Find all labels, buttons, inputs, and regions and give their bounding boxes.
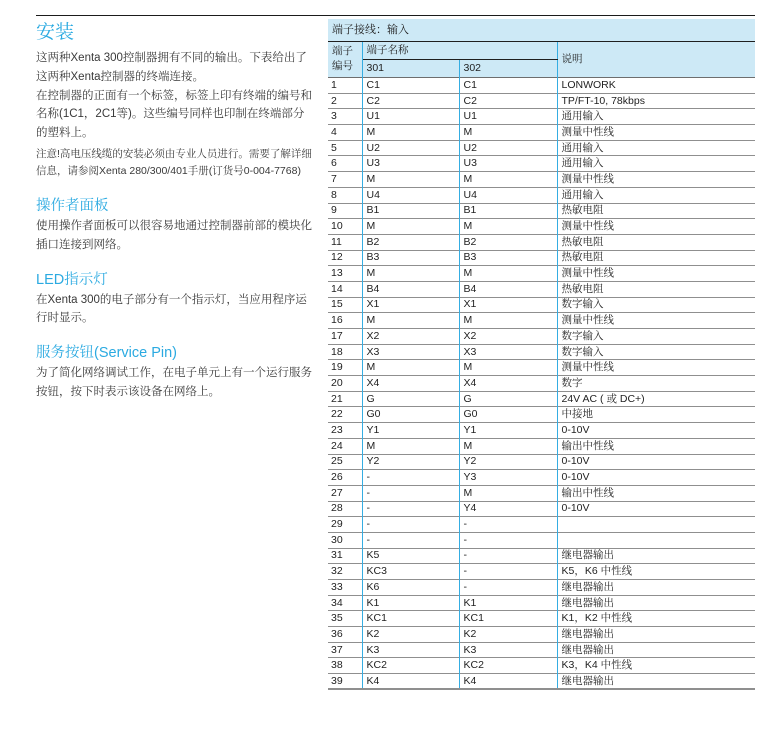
- cell-302: C1: [459, 78, 557, 94]
- cell-301: Y2: [362, 454, 459, 470]
- cell-terminal-number: 35: [328, 611, 362, 627]
- table-row: [328, 109, 755, 125]
- cell-301: KC2: [362, 658, 459, 674]
- cell-terminal-number: 27: [328, 485, 362, 501]
- cell-301: B2: [362, 234, 459, 250]
- cell-301: U4: [362, 187, 459, 203]
- cell-302: U2: [459, 140, 557, 156]
- cell-302: U3: [459, 156, 557, 172]
- cell-301: M: [362, 438, 459, 454]
- header-terminal-number-line2: 编号: [332, 60, 353, 72]
- cell-301: M: [362, 219, 459, 235]
- cell-302: K2: [459, 627, 557, 643]
- cell-301: K4: [362, 674, 459, 690]
- cell-terminal-number: 29: [328, 517, 362, 533]
- cell-description: [557, 517, 755, 533]
- cell-302: Y3: [459, 470, 557, 486]
- table-row: [328, 187, 755, 203]
- top-rule: [36, 15, 755, 16]
- cell-description: 输出中性线: [557, 438, 755, 454]
- cell-description: 数字输入: [557, 297, 755, 313]
- cell-terminal-number: 4: [328, 125, 362, 141]
- cell-301: U1: [362, 109, 459, 125]
- cell-302: M: [459, 266, 557, 282]
- cell-terminal-number: 7: [328, 172, 362, 188]
- cell-terminal-number: 12: [328, 250, 362, 266]
- table-row: [328, 548, 755, 564]
- cell-terminal-number: 16: [328, 313, 362, 329]
- section-heading-led: LED指示灯: [36, 271, 108, 288]
- cell-301: M: [362, 172, 459, 188]
- cell-terminal-number: 5: [328, 140, 362, 156]
- cell-301: C2: [362, 93, 459, 109]
- cell-302: U4: [459, 187, 557, 203]
- cell-301: M: [362, 360, 459, 376]
- cell-302: C2: [459, 93, 557, 109]
- table-row: [328, 78, 755, 94]
- cell-terminal-number: 21: [328, 391, 362, 407]
- cell-terminal-number: 33: [328, 580, 362, 596]
- cell-302: B4: [459, 281, 557, 297]
- table-row: [328, 438, 755, 454]
- cell-302: B1: [459, 203, 557, 219]
- cell-terminal-number: 23: [328, 423, 362, 439]
- cell-301: B1: [362, 203, 459, 219]
- cell-description: K5，K6 中性线: [557, 564, 755, 580]
- cell-terminal-number: 20: [328, 376, 362, 392]
- cell-description: 数字输入: [557, 344, 755, 360]
- cell-terminal-number: 39: [328, 674, 362, 690]
- cell-302: B2: [459, 234, 557, 250]
- terminal-table: [328, 42, 755, 690]
- cell-302: KC2: [459, 658, 557, 674]
- table-row: [328, 344, 755, 360]
- terminal-table-body: [328, 78, 755, 690]
- cell-302: -: [459, 532, 557, 548]
- cell-302: X4: [459, 376, 557, 392]
- cell-description: [557, 532, 755, 548]
- header-description: 说明: [557, 42, 755, 78]
- cell-302: -: [459, 564, 557, 580]
- cell-302: M: [459, 125, 557, 141]
- cell-description: 热敏电阻: [557, 250, 755, 266]
- table-row: [328, 172, 755, 188]
- table-row: [328, 580, 755, 596]
- table-row: [328, 281, 755, 297]
- cell-description: 继电器输出: [557, 627, 755, 643]
- cell-301: -: [362, 532, 459, 548]
- table-row: [328, 93, 755, 109]
- table-row: [328, 250, 755, 266]
- cell-terminal-number: 1: [328, 78, 362, 94]
- cell-description: 继电器输出: [557, 642, 755, 658]
- table-row: [328, 564, 755, 580]
- cell-description: 热敏电阻: [557, 281, 755, 297]
- table-row: [328, 674, 755, 690]
- cell-description: 0-10V: [557, 454, 755, 470]
- cell-301: X2: [362, 329, 459, 345]
- cell-terminal-number: 26: [328, 470, 362, 486]
- cell-302: M: [459, 172, 557, 188]
- table-row: [328, 376, 755, 392]
- cell-302: G0: [459, 407, 557, 423]
- cell-301: C1: [362, 78, 459, 94]
- cell-302: X2: [459, 329, 557, 345]
- cell-description: 通用输入: [557, 140, 755, 156]
- cell-302: -: [459, 580, 557, 596]
- cell-terminal-number: 13: [328, 266, 362, 282]
- cell-302: Y2: [459, 454, 557, 470]
- cell-301: M: [362, 266, 459, 282]
- cell-description: 热敏电阻: [557, 203, 755, 219]
- cell-301: K1: [362, 595, 459, 611]
- table-row: [328, 360, 755, 376]
- table-row: [328, 532, 755, 548]
- table-row: [328, 642, 755, 658]
- cell-description: 0-10V: [557, 501, 755, 517]
- cell-terminal-number: 25: [328, 454, 362, 470]
- cell-terminal-number: 18: [328, 344, 362, 360]
- table-row: [328, 313, 755, 329]
- table-row: [328, 234, 755, 250]
- cell-terminal-number: 24: [328, 438, 362, 454]
- cell-301: -: [362, 485, 459, 501]
- cell-terminal-number: 32: [328, 564, 362, 580]
- cell-302: M: [459, 485, 557, 501]
- cell-description: 通用输入: [557, 187, 755, 203]
- cell-terminal-number: 6: [328, 156, 362, 172]
- cell-description: 测量中性线: [557, 360, 755, 376]
- cell-description: 中接地: [557, 407, 755, 423]
- cell-terminal-number: 3: [328, 109, 362, 125]
- cell-terminal-number: 22: [328, 407, 362, 423]
- cell-terminal-number: 34: [328, 595, 362, 611]
- cell-302: X1: [459, 297, 557, 313]
- install-paragraph-2: 在控制器的正面有一个标签，标签上印有终端的编号和名称(1C1，2C1等)。这些编号同样也印制在终端部分的塑料上。: [36, 89, 312, 140]
- cell-302: K4: [459, 674, 557, 690]
- cell-terminal-number: 9: [328, 203, 362, 219]
- cell-301: X3: [362, 344, 459, 360]
- section-heading-operator-panel: 操作者面板: [36, 197, 109, 214]
- table-row: [328, 658, 755, 674]
- cell-description: K3，K4 中性线: [557, 658, 755, 674]
- table-row: [328, 156, 755, 172]
- table-row: [328, 485, 755, 501]
- cell-description: 继电器输出: [557, 580, 755, 596]
- cell-302: U1: [459, 109, 557, 125]
- cell-description: 热敏电阻: [557, 234, 755, 250]
- cell-terminal-number: 15: [328, 297, 362, 313]
- cell-301: K6: [362, 580, 459, 596]
- header-model-301: 301: [362, 60, 459, 78]
- table-row: [328, 125, 755, 141]
- cell-301: Y1: [362, 423, 459, 439]
- cell-description: 测量中性线: [557, 313, 755, 329]
- header-model-302: 302: [459, 60, 557, 78]
- cell-302: M: [459, 219, 557, 235]
- cell-302: M: [459, 438, 557, 454]
- operator-panel-paragraph: 使用操作者面板可以很容易地通过控制器前部的模块化插口连接到网络。: [36, 219, 312, 251]
- cell-terminal-number: 17: [328, 329, 362, 345]
- table-row: [328, 423, 755, 439]
- cell-description: 0-10V: [557, 470, 755, 486]
- cell-description: 测量中性线: [557, 219, 755, 235]
- table-row: [328, 329, 755, 345]
- cell-301: -: [362, 470, 459, 486]
- cell-302: Y1: [459, 423, 557, 439]
- table-row: [328, 501, 755, 517]
- cell-terminal-number: 31: [328, 548, 362, 564]
- table-row: [328, 470, 755, 486]
- cell-terminal-number: 2: [328, 93, 362, 109]
- cell-302: K3: [459, 642, 557, 658]
- table-row: [328, 454, 755, 470]
- table-row: [328, 140, 755, 156]
- cell-301: KC3: [362, 564, 459, 580]
- table-row: [328, 297, 755, 313]
- cell-terminal-number: 8: [328, 187, 362, 203]
- section-heading-install: 安装: [36, 22, 75, 43]
- header-terminal-number-line1: 端子: [332, 45, 353, 57]
- cell-terminal-number: 14: [328, 281, 362, 297]
- cell-description: K1，K2 中性线: [557, 611, 755, 627]
- terminal-wiring-table: [328, 19, 755, 690]
- cell-description: 数字输入: [557, 329, 755, 345]
- cell-description: 24V AC ( 或 DC+): [557, 391, 755, 407]
- cell-302: -: [459, 548, 557, 564]
- cell-description: 继电器输出: [557, 595, 755, 611]
- cell-terminal-number: 19: [328, 360, 362, 376]
- cell-terminal-number: 28: [328, 501, 362, 517]
- cell-302: G: [459, 391, 557, 407]
- cell-302: Y4: [459, 501, 557, 517]
- cell-301: KC1: [362, 611, 459, 627]
- cell-description: 数字: [557, 376, 755, 392]
- table-row: [328, 517, 755, 533]
- cell-terminal-number: 38: [328, 658, 362, 674]
- header-terminal-number: [328, 42, 362, 78]
- service-pin-paragraph: 为了简化网络调试工作，在电子单元上有一个运行服务按钮，按下时表示该设备在网络上。: [36, 367, 312, 398]
- cell-description: 通用输入: [557, 109, 755, 125]
- left-column: [36, 22, 313, 402]
- cell-302: M: [459, 360, 557, 376]
- table-row: [328, 203, 755, 219]
- cell-description: TP/FT-10, 78kbps: [557, 93, 755, 109]
- cell-description: 0-10V: [557, 423, 755, 439]
- cell-302: M: [459, 313, 557, 329]
- cell-terminal-number: 10: [328, 219, 362, 235]
- cell-301: B3: [362, 250, 459, 266]
- header-terminal-name: 端子名称: [362, 42, 557, 60]
- cell-301: U2: [362, 140, 459, 156]
- led-paragraph: 在Xenta 300的电子部分有一个指示灯，当应用程序运行时显示。: [36, 293, 307, 325]
- cell-302: B3: [459, 250, 557, 266]
- cell-301: B4: [362, 281, 459, 297]
- cell-302: -: [459, 517, 557, 533]
- cell-301: M: [362, 125, 459, 141]
- cell-301: X1: [362, 297, 459, 313]
- cell-302: KC1: [459, 611, 557, 627]
- cell-301: -: [362, 517, 459, 533]
- table-row: [328, 266, 755, 282]
- cell-terminal-number: 11: [328, 234, 362, 250]
- cell-terminal-number: 30: [328, 532, 362, 548]
- cell-301: -: [362, 501, 459, 517]
- cell-301: G0: [362, 407, 459, 423]
- install-paragraph-1: 这两种Xenta 300控制器拥有不同的输出。下表给出了这两种Xenta控制器的终端连接。: [36, 52, 307, 83]
- cell-301: M: [362, 313, 459, 329]
- table-row: [328, 611, 755, 627]
- cell-terminal-number: 36: [328, 627, 362, 643]
- table-row: [328, 391, 755, 407]
- cell-301: X4: [362, 376, 459, 392]
- cell-description: 输出中性线: [557, 485, 755, 501]
- section-heading-service-pin: 服务按钮(Service Pin): [36, 345, 177, 362]
- table-caption: 端子接线：输入: [328, 19, 755, 42]
- table-header: [328, 42, 755, 78]
- cell-description: 继电器输出: [557, 674, 755, 690]
- cell-description: 测量中性线: [557, 125, 755, 141]
- cell-302: X3: [459, 344, 557, 360]
- cell-301: K3: [362, 642, 459, 658]
- cell-description: 通用输入: [557, 156, 755, 172]
- cell-description: 测量中性线: [557, 172, 755, 188]
- install-note: 注意!高电压线缆的安装必须由专业人员进行。需要了解详细信息，请参阅Xenta 280/300/401手册(订货号0-004-7768): [36, 147, 312, 178]
- table-row: [328, 595, 755, 611]
- cell-301: K5: [362, 548, 459, 564]
- cell-terminal-number: 37: [328, 642, 362, 658]
- cell-301: U3: [362, 156, 459, 172]
- cell-302: K1: [459, 595, 557, 611]
- cell-description: 测量中性线: [557, 266, 755, 282]
- cell-description: LONWORK: [557, 78, 755, 94]
- cell-301: K2: [362, 627, 459, 643]
- table-row: [328, 219, 755, 235]
- table-row: [328, 407, 755, 423]
- table-row: [328, 627, 755, 643]
- cell-description: 继电器输出: [557, 548, 755, 564]
- cell-301: G: [362, 391, 459, 407]
